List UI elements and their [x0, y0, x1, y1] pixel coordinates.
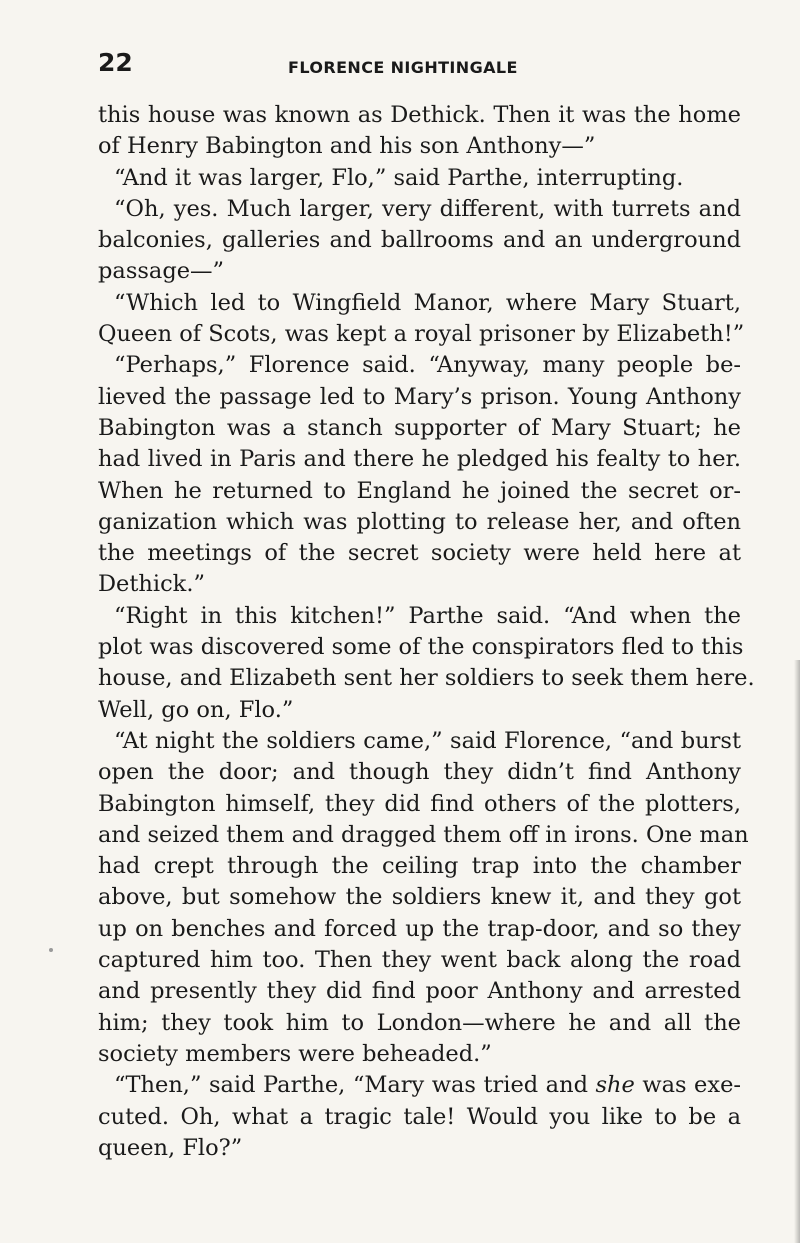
- margin-speck: [49, 948, 53, 952]
- text-line: passage—”: [98, 258, 225, 285]
- text-line: him; they took him to London—where he and all the: [98, 1009, 741, 1036]
- text-line: “At night the soldiers came,” said Florence, “and burst: [114, 727, 741, 754]
- text-line: Babington was a stanch supporter of Mary Stuart; he: [98, 414, 741, 441]
- text-line: Dethick.”: [98, 571, 205, 598]
- text-line: Babington himself, they did find others of the plotters,: [98, 790, 741, 817]
- text-line: cuted. Oh, what a tragic tale! Would you like to be a: [98, 1103, 741, 1130]
- text-line: society members were beheaded.”: [98, 1040, 492, 1067]
- text-line: above, but somehow the soldiers knew it, and they got: [98, 884, 741, 911]
- text-line: house, and Elizabeth sent her soldiers to seek them here.: [98, 665, 755, 692]
- text-line: open the door; and though they didn’t find Anthony: [98, 759, 741, 786]
- body-text: [98, 100, 755, 1164]
- text-line: of Henry Babington and his son Anthony—”: [98, 133, 596, 160]
- text-line: up on benches and forced up the trap-door, and so they: [98, 915, 741, 942]
- text-line: the meetings of the secret society were held here at: [98, 540, 741, 567]
- text-line: Queen of Scots, was kept a royal prisoner by Elizabeth!”: [98, 321, 745, 348]
- text-line: had lived in Paris and there he pledged his fealty to her.: [98, 446, 741, 473]
- text-line: plot was discovered some of the conspirators fled to this: [98, 634, 744, 661]
- page-edge-shadow: [794, 660, 800, 1243]
- text-line: this house was known as Dethick. Then it was the home: [98, 102, 741, 128]
- text-line: “Perhaps,” Florence said. “Anyway, many people be-: [114, 352, 741, 379]
- text-line: “Right in this kitchen!” Parthe said. “And when the: [114, 602, 741, 629]
- text-line: balconies, galleries and ballrooms and an underground: [98, 227, 741, 254]
- text-line: queen, Flo?”: [98, 1134, 243, 1161]
- text-line: “Which led to Wingfield Manor, where Mary Stuart,: [114, 289, 741, 316]
- text-line: ganization which was plotting to release her, and often: [98, 508, 741, 535]
- text-line: “Then,” said Parthe, “Mary was tried and she was exe-: [114, 1072, 741, 1099]
- text-line: Well, go on, Flo.”: [98, 696, 294, 723]
- page-header: [98, 48, 738, 82]
- text-line: captured him too. Then they went back along the road: [98, 947, 741, 974]
- text-line: When he returned to England he joined the secret or-: [98, 477, 741, 504]
- page-number: 22: [98, 48, 133, 77]
- text-line: “And it was larger, Flo,” said Parthe, interrupting.: [114, 164, 684, 191]
- text-line: and presently they did find poor Anthony and arrested: [98, 978, 741, 1005]
- running-head: FLORENCE NIGHTINGALE: [288, 58, 518, 77]
- text-line: and seized them and dragged them off in irons. One man: [98, 821, 749, 848]
- text-line: had crept through the ceiling trap into the chamber: [98, 853, 741, 880]
- text-line: “Oh, yes. Much larger, very different, with turrets and: [114, 195, 741, 222]
- text-line: lieved the passage led to Mary’s prison. Young Anthony: [98, 383, 741, 410]
